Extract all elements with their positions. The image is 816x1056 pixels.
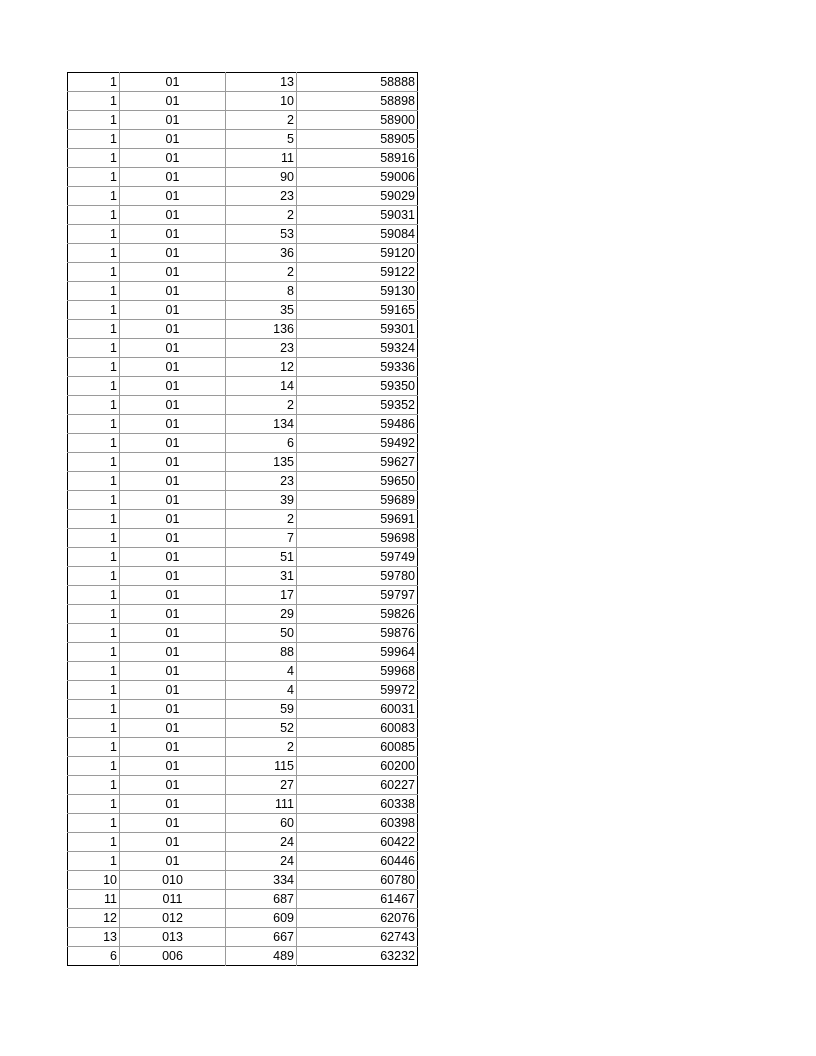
col-3-cell: 115 [226,757,297,776]
table-row [68,339,418,358]
col-2-cell: 01 [120,263,226,282]
col-1-cell: 1 [68,662,120,681]
col-1-cell: 1 [68,263,120,282]
col-1-cell: 6 [68,947,120,966]
table-row [68,453,418,472]
col-2-cell: 01 [120,339,226,358]
col-4-cell: 60031 [297,700,418,719]
col-1-cell: 1 [68,510,120,529]
col-3-cell: 31 [226,567,297,586]
col-4-cell: 59120 [297,244,418,263]
col-3-cell: 667 [226,928,297,947]
col-2-cell: 01 [120,529,226,548]
col-4-cell: 60200 [297,757,418,776]
table-row [68,909,418,928]
table-row [68,681,418,700]
col-2-cell: 01 [120,548,226,567]
col-3-cell: 111 [226,795,297,814]
col-4-cell: 59336 [297,358,418,377]
col-1-cell: 12 [68,909,120,928]
col-4-cell: 58898 [297,92,418,111]
col-3-cell: 135 [226,453,297,472]
col-4-cell: 59122 [297,263,418,282]
col-3-cell: 50 [226,624,297,643]
col-3-cell: 2 [226,396,297,415]
col-3-cell: 24 [226,852,297,871]
col-2-cell: 01 [120,814,226,833]
table-row [68,282,418,301]
col-2-cell: 013 [120,928,226,947]
col-4-cell: 59780 [297,567,418,586]
col-1-cell: 13 [68,928,120,947]
col-1-cell: 1 [68,130,120,149]
col-1-cell: 1 [68,833,120,852]
col-2-cell: 01 [120,567,226,586]
table-row [68,377,418,396]
col-2-cell: 01 [120,833,226,852]
col-1-cell: 1 [68,643,120,662]
table-row [68,947,418,966]
col-2-cell: 01 [120,624,226,643]
col-4-cell: 62743 [297,928,418,947]
col-4-cell: 59084 [297,225,418,244]
table-row [68,187,418,206]
col-4-cell: 59352 [297,396,418,415]
col-1-cell: 1 [68,225,120,244]
col-2-cell: 01 [120,377,226,396]
col-1-cell: 1 [68,776,120,795]
col-4-cell: 59031 [297,206,418,225]
col-3-cell: 6 [226,434,297,453]
col-1-cell: 1 [68,206,120,225]
col-4-cell: 59492 [297,434,418,453]
col-1-cell: 1 [68,453,120,472]
col-3-cell: 53 [226,225,297,244]
col-1-cell: 1 [68,168,120,187]
table-row [68,776,418,795]
col-3-cell: 24 [226,833,297,852]
col-1-cell: 1 [68,548,120,567]
table-row [68,719,418,738]
col-2-cell: 01 [120,738,226,757]
table-row [68,757,418,776]
col-3-cell: 52 [226,719,297,738]
col-1-cell: 1 [68,624,120,643]
col-3-cell: 2 [226,111,297,130]
col-4-cell: 59698 [297,529,418,548]
col-3-cell: 60 [226,814,297,833]
col-4-cell: 59350 [297,377,418,396]
col-2-cell: 01 [120,149,226,168]
col-3-cell: 4 [226,662,297,681]
table-row [68,890,418,909]
col-3-cell: 36 [226,244,297,263]
col-1-cell: 1 [68,434,120,453]
col-3-cell: 88 [226,643,297,662]
col-2-cell: 01 [120,320,226,339]
table-row [68,225,418,244]
col-2-cell: 01 [120,168,226,187]
col-1-cell: 1 [68,320,120,339]
table-row [68,928,418,947]
col-1-cell: 1 [68,377,120,396]
col-4-cell: 60398 [297,814,418,833]
col-1-cell: 1 [68,358,120,377]
table-row [68,396,418,415]
col-2-cell: 01 [120,605,226,624]
col-2-cell: 01 [120,757,226,776]
col-1-cell: 1 [68,491,120,510]
table-row [68,548,418,567]
col-1-cell: 1 [68,396,120,415]
col-1-cell: 1 [68,92,120,111]
col-3-cell: 687 [226,890,297,909]
col-4-cell: 59797 [297,586,418,605]
col-2-cell: 01 [120,453,226,472]
table-row [68,738,418,757]
col-1-cell: 1 [68,719,120,738]
col-2-cell: 01 [120,586,226,605]
col-4-cell: 59972 [297,681,418,700]
col-1-cell: 1 [68,415,120,434]
col-3-cell: 2 [226,263,297,282]
col-4-cell: 60083 [297,719,418,738]
table-row [68,814,418,833]
col-4-cell: 58905 [297,130,418,149]
table-row [68,871,418,890]
col-3-cell: 2 [226,738,297,757]
col-4-cell: 59324 [297,339,418,358]
table-row [68,320,418,339]
col-2-cell: 01 [120,700,226,719]
table-row [68,491,418,510]
col-1-cell: 1 [68,149,120,168]
col-4-cell: 59130 [297,282,418,301]
col-3-cell: 334 [226,871,297,890]
col-4-cell: 59627 [297,453,418,472]
table-row [68,662,418,681]
col-2-cell: 01 [120,111,226,130]
col-3-cell: 13 [226,73,297,92]
col-2-cell: 01 [120,415,226,434]
col-3-cell: 23 [226,472,297,491]
col-2-cell: 01 [120,130,226,149]
table-row [68,472,418,491]
col-1-cell: 1 [68,301,120,320]
col-2-cell: 01 [120,244,226,263]
table-row [68,567,418,586]
table-row [68,206,418,225]
col-4-cell: 59165 [297,301,418,320]
col-3-cell: 7 [226,529,297,548]
table-row [68,149,418,168]
col-2-cell: 01 [120,92,226,111]
table-row [68,795,418,814]
col-1-cell: 1 [68,605,120,624]
col-2-cell: 01 [120,187,226,206]
table-row [68,244,418,263]
col-3-cell: 23 [226,339,297,358]
col-1-cell: 1 [68,567,120,586]
col-3-cell: 27 [226,776,297,795]
table-row [68,92,418,111]
col-1-cell: 1 [68,757,120,776]
col-1-cell: 1 [68,73,120,92]
col-3-cell: 17 [226,586,297,605]
col-3-cell: 29 [226,605,297,624]
col-3-cell: 134 [226,415,297,434]
col-2-cell: 01 [120,73,226,92]
col-3-cell: 12 [226,358,297,377]
col-3-cell: 5 [226,130,297,149]
col-3-cell: 11 [226,149,297,168]
col-4-cell: 59968 [297,662,418,681]
col-4-cell: 59486 [297,415,418,434]
col-4-cell: 58888 [297,73,418,92]
col-4-cell: 59006 [297,168,418,187]
col-2-cell: 01 [120,396,226,415]
col-4-cell: 59029 [297,187,418,206]
col-1-cell: 1 [68,795,120,814]
col-1-cell: 1 [68,738,120,757]
col-1-cell: 1 [68,700,120,719]
col-4-cell: 61467 [297,890,418,909]
col-3-cell: 489 [226,947,297,966]
table-row [68,586,418,605]
col-3-cell: 2 [226,206,297,225]
col-1-cell: 1 [68,187,120,206]
col-2-cell: 010 [120,871,226,890]
col-2-cell: 01 [120,472,226,491]
col-2-cell: 01 [120,358,226,377]
col-4-cell: 59749 [297,548,418,567]
col-1-cell: 1 [68,282,120,301]
table-row [68,852,418,871]
col-4-cell: 59876 [297,624,418,643]
col-3-cell: 23 [226,187,297,206]
col-2-cell: 01 [120,681,226,700]
col-1-cell: 11 [68,890,120,909]
col-4-cell: 59826 [297,605,418,624]
table-row [68,434,418,453]
col-2-cell: 01 [120,510,226,529]
col-2-cell: 01 [120,301,226,320]
col-3-cell: 35 [226,301,297,320]
table-body [68,73,418,966]
data-table [67,72,418,966]
col-4-cell: 59650 [297,472,418,491]
col-3-cell: 136 [226,320,297,339]
col-2-cell: 012 [120,909,226,928]
col-1-cell: 1 [68,681,120,700]
col-4-cell: 60446 [297,852,418,871]
col-4-cell: 62076 [297,909,418,928]
table-row [68,833,418,852]
col-3-cell: 14 [226,377,297,396]
col-3-cell: 39 [226,491,297,510]
col-3-cell: 51 [226,548,297,567]
col-1-cell: 1 [68,111,120,130]
table-row [68,529,418,548]
table-row [68,301,418,320]
col-4-cell: 60085 [297,738,418,757]
col-4-cell: 58900 [297,111,418,130]
table-row [68,263,418,282]
col-4-cell: 60780 [297,871,418,890]
table-row [68,624,418,643]
col-2-cell: 01 [120,206,226,225]
col-1-cell: 1 [68,529,120,548]
col-2-cell: 01 [120,719,226,738]
col-2-cell: 01 [120,852,226,871]
col-2-cell: 011 [120,890,226,909]
col-3-cell: 2 [226,510,297,529]
col-4-cell: 59691 [297,510,418,529]
col-2-cell: 01 [120,434,226,453]
col-4-cell: 59301 [297,320,418,339]
col-3-cell: 4 [226,681,297,700]
col-1-cell: 1 [68,852,120,871]
col-2-cell: 01 [120,776,226,795]
table-row [68,643,418,662]
col-4-cell: 63232 [297,947,418,966]
col-4-cell: 60338 [297,795,418,814]
col-2-cell: 01 [120,795,226,814]
col-1-cell: 1 [68,339,120,358]
col-1-cell: 1 [68,472,120,491]
col-4-cell: 60227 [297,776,418,795]
col-2-cell: 01 [120,643,226,662]
col-2-cell: 01 [120,225,226,244]
col-2-cell: 006 [120,947,226,966]
col-2-cell: 01 [120,282,226,301]
col-3-cell: 10 [226,92,297,111]
col-3-cell: 8 [226,282,297,301]
col-4-cell: 59964 [297,643,418,662]
table-row [68,111,418,130]
table-row [68,415,418,434]
table-row [68,358,418,377]
col-3-cell: 90 [226,168,297,187]
col-3-cell: 609 [226,909,297,928]
col-2-cell: 01 [120,662,226,681]
col-1-cell: 10 [68,871,120,890]
table-row [68,510,418,529]
col-1-cell: 1 [68,814,120,833]
table-row [68,605,418,624]
col-1-cell: 1 [68,586,120,605]
table-row [68,130,418,149]
col-4-cell: 58916 [297,149,418,168]
table-row [68,168,418,187]
table-row [68,700,418,719]
col-2-cell: 01 [120,491,226,510]
col-1-cell: 1 [68,244,120,263]
col-3-cell: 59 [226,700,297,719]
col-4-cell: 60422 [297,833,418,852]
col-4-cell: 59689 [297,491,418,510]
table-row [68,73,418,92]
